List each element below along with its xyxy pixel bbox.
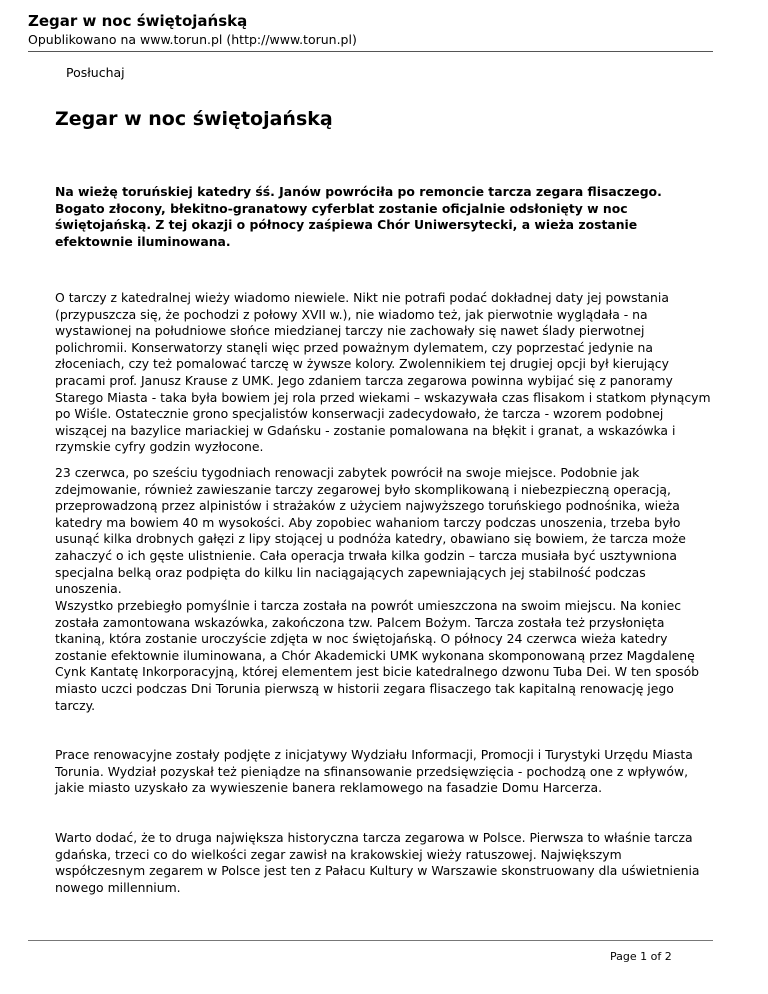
article-paragraph-3: Wszystko przebiegło pomyślnie i tarcza została na powrót umieszczona na swoim miejscu. Na koniec została zamontowana wskazówka, zakończona tzw. Palcem Bożym. Tarcza została też przysłonięta tkaniną, która zostanie uroczyście zdjęta w noc świętojańską. O północy 24 czerwca wieża katedry zostanie efektownie iluminowana, a Chór Akademicki UMK wykonana skomponowaną przez Magdalenę Cynk Kantatę Inkorporacyjną, której elementem jest bicie katedralnego dzwonu Tuba Dei. W ten sposób miasto uczci podczas Dni Torunia pierwszą w historii zegara flisaczego tak kapitalną renowację jego tarczy.: [55, 598, 700, 713]
article-paragraph-5: Warto dodać, że to druga największa historyczna tarcza zegarowa w Polsce. Pierwsza to właśnie tarcza gdańska, trzeci co do wielkości zegar zawisł na krakowskiej wieży ratuszowej. Największym współczesnym zegarem w Polsce jest ten z Pałacu Kultury w Warszawie skonstruowany dla uświetnienia nowego millennium.: [55, 830, 700, 895]
listen-link[interactable]: Posłuchaj: [66, 65, 125, 80]
footer-divider: [28, 940, 713, 941]
article-title: Zegar w noc świętojańską: [55, 108, 333, 130]
article-paragraph-2: 23 czerwca, po sześciu tygodniach renowacji zabytek powrócił na swoje miejsce. Podobnie jak zdejmowanie, również zawieszanie tarczy zegarowej było skomplikowaną i niebezpieczną operacją, przeprowadzoną przez alpinistów i strażaków z użyciem najwyższego toruńskiego podnośnika, wieża katedry ma bowiem 40 m wysokości. Aby zopobiec wahaniom tarczy podczas unoszenia, trzeba było usunąć kilka drobnych gałęzi z lipy stojącej u podnóża katedry, obawiano się bowiem, że tarcza może zahaczyć o ich gęste ulistnienie. Cała operacja trwała kilka godzin – tarcza musiała być usztywniona specjalna belką oraz podpięta do kilku lin naciągających zapewniających jej stabilność podczas unoszenia.: [55, 465, 686, 597]
article-lead: Na wieżę toruńskiej katedry śś. Janów powróciła po remoncie tarcza zegara flisaczego. Bogato złocony, błekitno-granatowy cyferblat zostanie oficjalnie odsłonięty w noc świętojańską. Z tej okazji o północy zaśpiewa Chór Uniwersytecki, a wieża zostanie efektownie iluminowana.: [55, 184, 662, 249]
article-paragraph-1: O tarczy z katedralnej wieży wiadomo niewiele. Nikt nie potrafi podać dokładnej daty jej powstania (przypuszcza się, że pochodzi z połowy XVII w.), nie wiadomo też, jak pierwotnie wyglądała - na wystawionej na południowe słońce miedzianej tarczy nie zachowały się nawet ślady pierwotnej polichromii. Konserwatorzy stanęli więc przed poważnym dylematem, czy poprzestać jedynie na złoceniach, czy też pomalować tarczę w żywsze kolory. Zwolennikiem tej drugiej opcji był kierujący pracami prof. Janusz Krause z UMK. Jego zdaniem tarcza zegarowa powinna wybijać się z panoramy Starego Miasta - taka była bowiem jej rola przed wiekami – wskazywała czas flisakom i statkom płynącym po Wiśle. Ostatecznie grono specjalistów konserwacji zadecydowało, że tarcza - wzorem podobnej wiszącej na bazylice mariackiej w Gdańsku - zostanie pomalowana na błękit i granat, a wskazówka i rzymskie cyfry godzin wyzłocone.: [55, 290, 711, 455]
page-number: Page 1 of 2: [610, 950, 672, 963]
article-paragraph-4: Prace renowacyjne zostały podjęte z inicjatywy Wydziału Informacji, Promocji i Turystyki Urzędu Miasta Torunia. Wydział pozyskał też pieniądze na sfinansowanie przedsięwzięcia - pochodzą one z wpływów, jakie miasto uzyskało za wywieszenie banera reklamowego na fasadzie Domu Harcerza.: [55, 747, 693, 796]
header-source: Opublikowano na www.torun.pl (http://www.torun.pl): [28, 32, 357, 47]
header-title: Zegar w noc świętojańską: [28, 12, 248, 30]
header-divider: [28, 51, 713, 52]
